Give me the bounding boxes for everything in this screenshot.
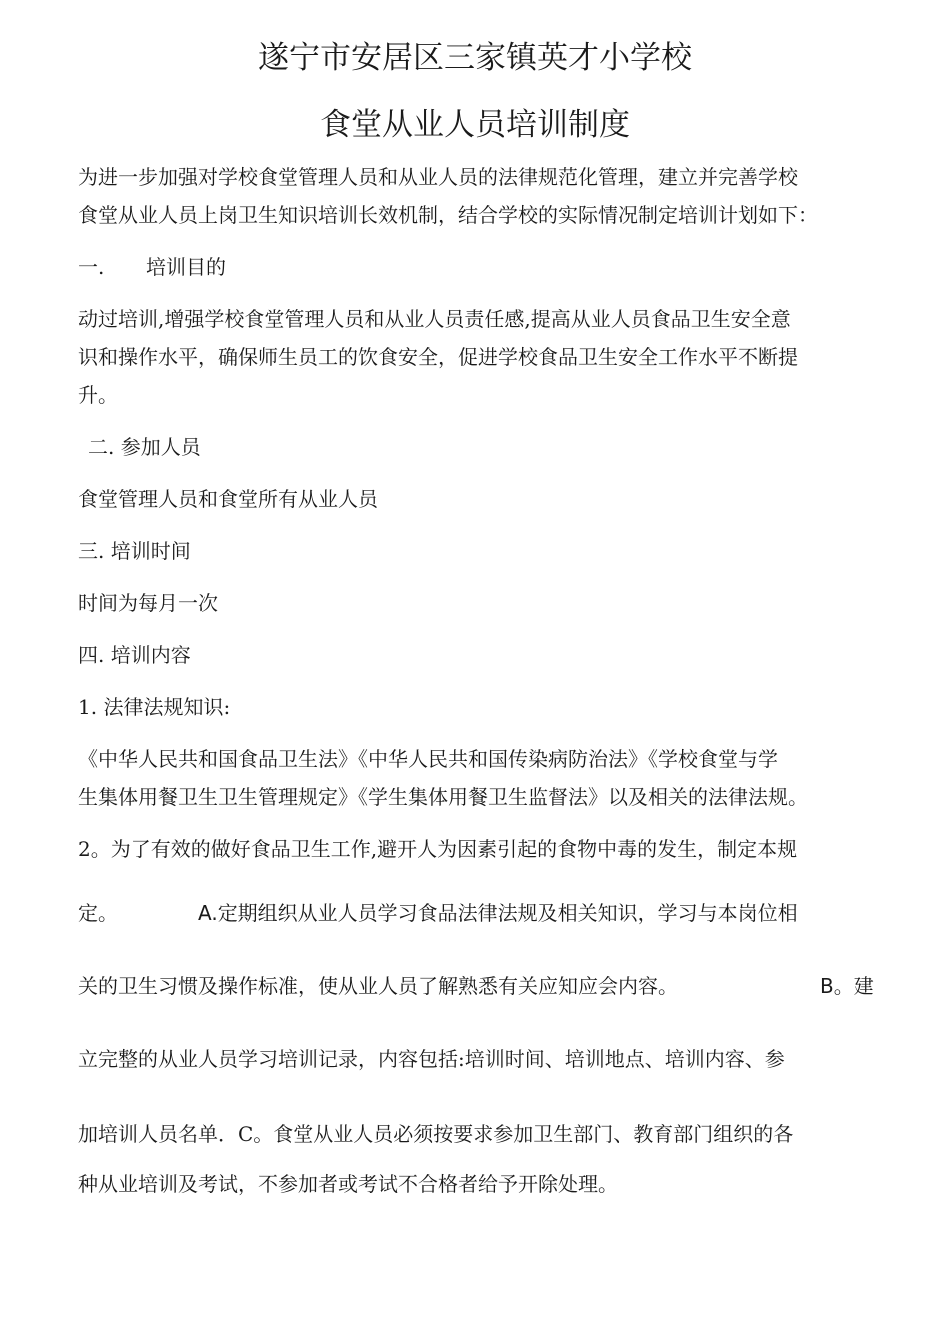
item-2-line-2-start: 定。: [78, 901, 118, 925]
section-1-number: 一.: [78, 255, 105, 279]
intro-line-1: 为进一步加强对学校食堂管理人员和从业人员的法律规范化管理，建立并完善学校: [78, 165, 798, 189]
item-2-line-3-text: 关的卫生习惯及操作标准，使从业人员了解熟悉有关应知应会内容。: [78, 974, 678, 998]
section-1-body-line-2: 识和操作水平，确保师生员工的饮食安全，促进学校食品卫生安全工作水平不断提: [78, 345, 798, 369]
item-1-body-line-1: 《中华人民共和国食品卫生法》《中华人民共和国传染病防治法》《学校食堂与学: [78, 747, 778, 771]
item-2-line-5: 加培训人员名单．C。食堂从业人员必须按要求参加卫生部门、教育部门组织的各: [78, 1122, 794, 1146]
item-2-line-4: 立完整的从业人员学习培训记录，内容包括:培训时间、培训地点、培训内容、参: [78, 1047, 785, 1071]
section-4-heading: 四. 培训内容: [78, 643, 191, 667]
item-2-point-b-start: B。建: [820, 974, 874, 998]
document-title: 食堂从业人员培训制度: [320, 107, 630, 143]
section-1-title: 培训目的: [146, 255, 226, 279]
school-title: 遂宁市安居区三家镇英才小学校: [258, 40, 692, 76]
item-2-line-6: 种从业培训及考试，不参加者或考试不合格者给予开除处理。: [78, 1172, 618, 1196]
section-3-heading: 三. 培训时间: [78, 539, 191, 563]
section-1-body-line-1: 动过培训,增强学校食堂管理人员和从业人员责任感,提高从业人员食品卫生安全意: [78, 307, 791, 331]
section-3-body: 时间为每月一次: [78, 591, 218, 615]
section-2-body: 食堂管理人员和食堂所有从业人员: [78, 487, 378, 511]
item-2-line-1: 2。为了有效的做好食品卫生工作,避开人为因素引起的食物中毒的发生，制定本规: [78, 837, 798, 861]
intro-line-2: 食堂从业人员上岗卫生知识培训长效机制，结合学校的实际情况制定培训计划如下：: [78, 203, 818, 227]
item-1-body-line-2: 生集体用餐卫生卫生管理规定》《学生集体用餐卫生监督法》以及相关的法律法规。: [78, 785, 808, 809]
item-1-heading: 1. 法律法规知识:: [78, 695, 231, 719]
section-2-heading: 二. 参加人员: [88, 435, 201, 459]
item-2-point-a: A.定期组织从业人员学习食品法律法规及相关知识，学习与本岗位相: [198, 901, 798, 925]
section-1-body-line-3: 升。: [78, 383, 118, 407]
